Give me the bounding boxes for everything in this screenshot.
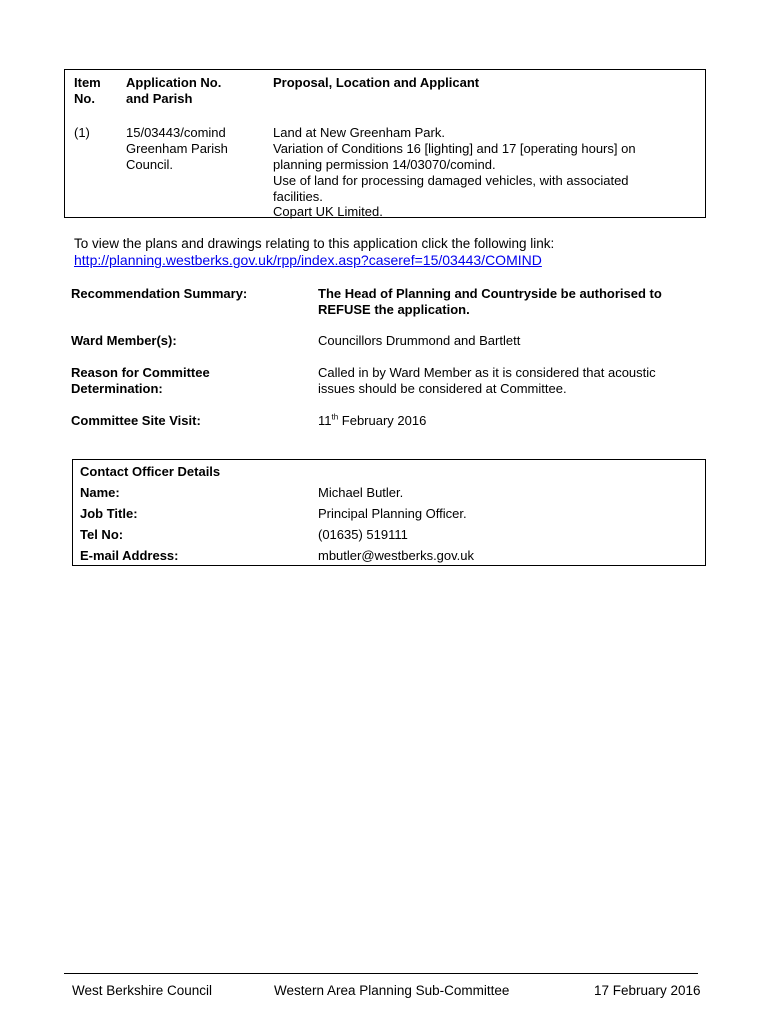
footer-date: 17 February 2016 [594, 983, 701, 998]
contact-job-value: Principal Planning Officer. [318, 506, 467, 521]
application-line2: Greenham Parish [126, 141, 228, 156]
header-item-line1: Item [74, 75, 101, 90]
contact-tel-label: Tel No: [80, 527, 124, 542]
reason-line1: Called in by Ward Member as it is considered that acoustic [318, 365, 656, 380]
contact-email-label: E-mail Address: [80, 548, 179, 563]
link-intro-text: To view the plans and drawings relating to this application click the following link: [74, 236, 555, 251]
contact-heading: Contact Officer Details [80, 464, 221, 479]
proposal-line6: Copart UK Limited. [273, 204, 383, 219]
item-number: (1) [74, 125, 90, 140]
proposal-line2: Variation of Conditions 16 [lighting] and 17 [operating hours] on [273, 141, 636, 156]
header-proposal: Proposal, Location and Applicant [273, 75, 480, 90]
header-item-line2: No. [74, 91, 95, 106]
application-table [64, 69, 706, 218]
recommendation-line2: REFUSE the application. [318, 302, 470, 317]
header-application-line2: and Parish [126, 91, 193, 106]
reason-label-line2: Determination: [71, 381, 163, 396]
contact-job-label: Job Title: [80, 506, 138, 521]
application-line3: Council. [126, 157, 173, 172]
site-visit-label: Committee Site Visit: [71, 413, 201, 428]
contact-name-value: Michael Butler. [318, 485, 404, 500]
application-line1: 15/03443/comind [126, 125, 226, 140]
contact-email-value: mbutler@westberks.gov.uk [318, 548, 475, 563]
ward-member-label: Ward Member(s): [71, 333, 177, 348]
site-visit-value [318, 413, 708, 429]
site-visit-day: 11 [318, 413, 332, 428]
site-visit-month-year: February 2016 [338, 413, 427, 428]
recommendation-label: Recommendation Summary: [71, 286, 248, 301]
contact-name-label: Name: [80, 485, 120, 500]
proposal-line3: planning permission 14/03070/comind. [273, 157, 496, 172]
proposal-line5: facilities. [273, 189, 323, 204]
footer-council: West Berkshire Council [72, 983, 213, 998]
site-visit-suffix: th [331, 412, 339, 422]
reason-label-line1: Reason for Committee [71, 365, 210, 380]
proposal-line4: Use of land for processing damaged vehicles, with associated [273, 173, 629, 188]
planning-application-link[interactable]: http://planning.westberks.gov.uk/rpp/index.asp?caseref=15/03443/COMIND [74, 252, 542, 268]
footer-divider [64, 973, 698, 974]
ward-member-value: Councillors Drummond and Bartlett [318, 333, 521, 348]
proposal-line1: Land at New Greenham Park. [273, 125, 445, 140]
reason-line2: issues should be considered at Committee. [318, 381, 567, 396]
footer-committee: Western Area Planning Sub-Committee [274, 983, 510, 998]
recommendation-line1: The Head of Planning and Countryside be authorised to [318, 286, 662, 301]
contact-tel-value: (01635) 519111 [318, 527, 408, 542]
header-application-line1: Application No. [126, 75, 222, 90]
contact-officer-box [72, 459, 706, 566]
